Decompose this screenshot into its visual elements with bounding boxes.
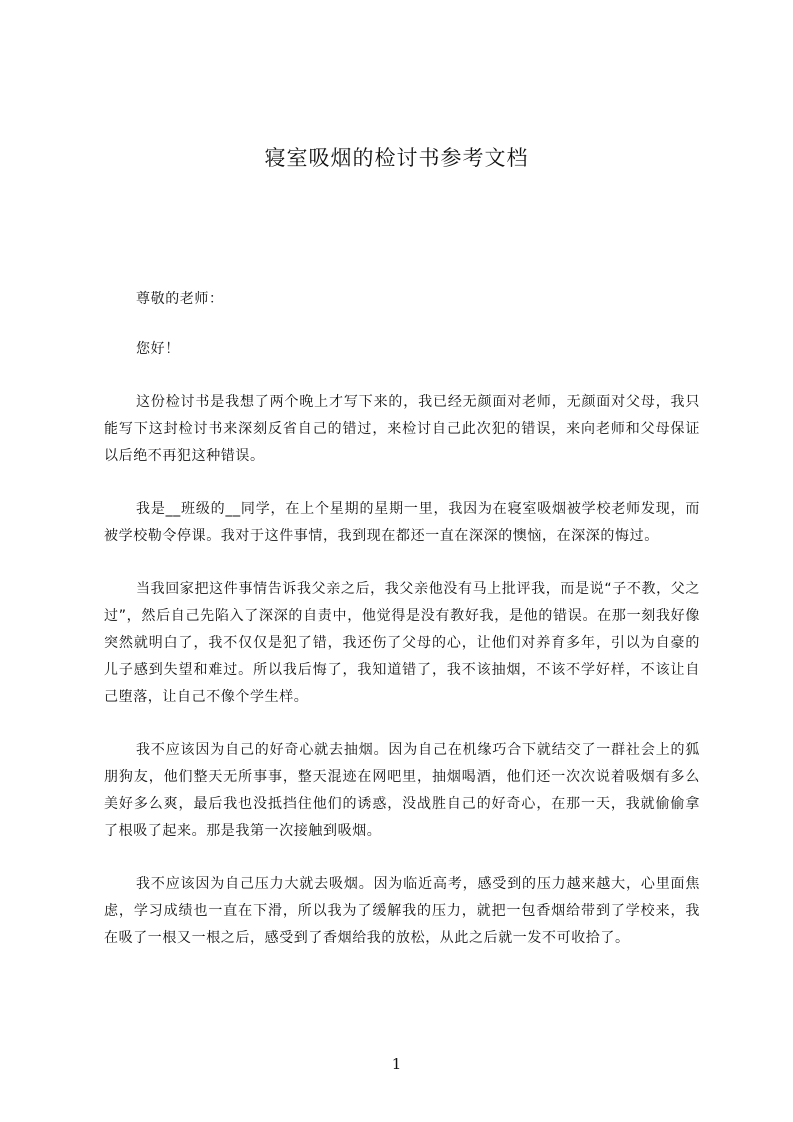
page-number: 1 [391,1055,402,1073]
document-title: 寝室吸烟的检讨书参考文档 [264,146,529,170]
greeting: 您好！ [136,341,180,357]
document-body [104,286,700,978]
body-paragraph: 我不应该因为自己的好奇心就去抽烟。因为自己在机缘巧合下就结交了一群社会上的狐朋狗友，他们整天无所事事，整天混迹在网吧里，抽烟喝酒，他们还一次次说着吸烟有多么美好多么爽，最后我也没抵挡住他们的诱惑，没战胜自己的好奇心，在那一天，我就偷偷拿了根吸了起来。那是我第一次接触到吸烟。 [104,742,700,839]
body-paragraph: 我不应该因为自己压力大就去吸烟。因为临近高考，感受到的压力越来越大，心里面焦虑，学习成绩也一直在下滑，所以我为了缓解我的压力，就把一包香烟给带到了学校来，我在吸了一根又一根之后，感受到了香烟给我的放松，从此之后就一发不可收拾了。 [104,876,700,946]
body-paragraph: 我是__班级的__同学，在上个星期的星期一里，我因为在寝室吸烟被学校老师发现，而被学校勒令停课。我对于这件事情，我到现在都还一直在深深的懊恼，在深深的悔过。 [104,501,700,544]
body-paragraph: 这份检讨书是我想了两个晚上才写下来的，我已经无颜面对老师，无颜面对父母，我只能写下这封检讨书来深刻反省自己的错过，来检讨自己此次犯的错误，来向老师和父母保证以后绝不再犯这种错误。 [104,394,700,464]
body-paragraph: 当我回家把这件事情告诉我父亲之后，我父亲他没有马上批评我，而是说“子不教，父之过”，然后自己先陷入了深深的自责中，他觉得是没有教好我，是他的错误。在那一刻我好像突然就明白了，我不仅仅是犯了错，我还伤了父母的心，让他们对养育多年，引以为自豪的儿子感到失望和难过。所以我后悔了，我知道错了，我不该抽烟，不该不学好样，不该让自己堕落，让自己不像个学生样。 [104,581,700,705]
salutation: 尊敬的老师： [136,291,224,307]
